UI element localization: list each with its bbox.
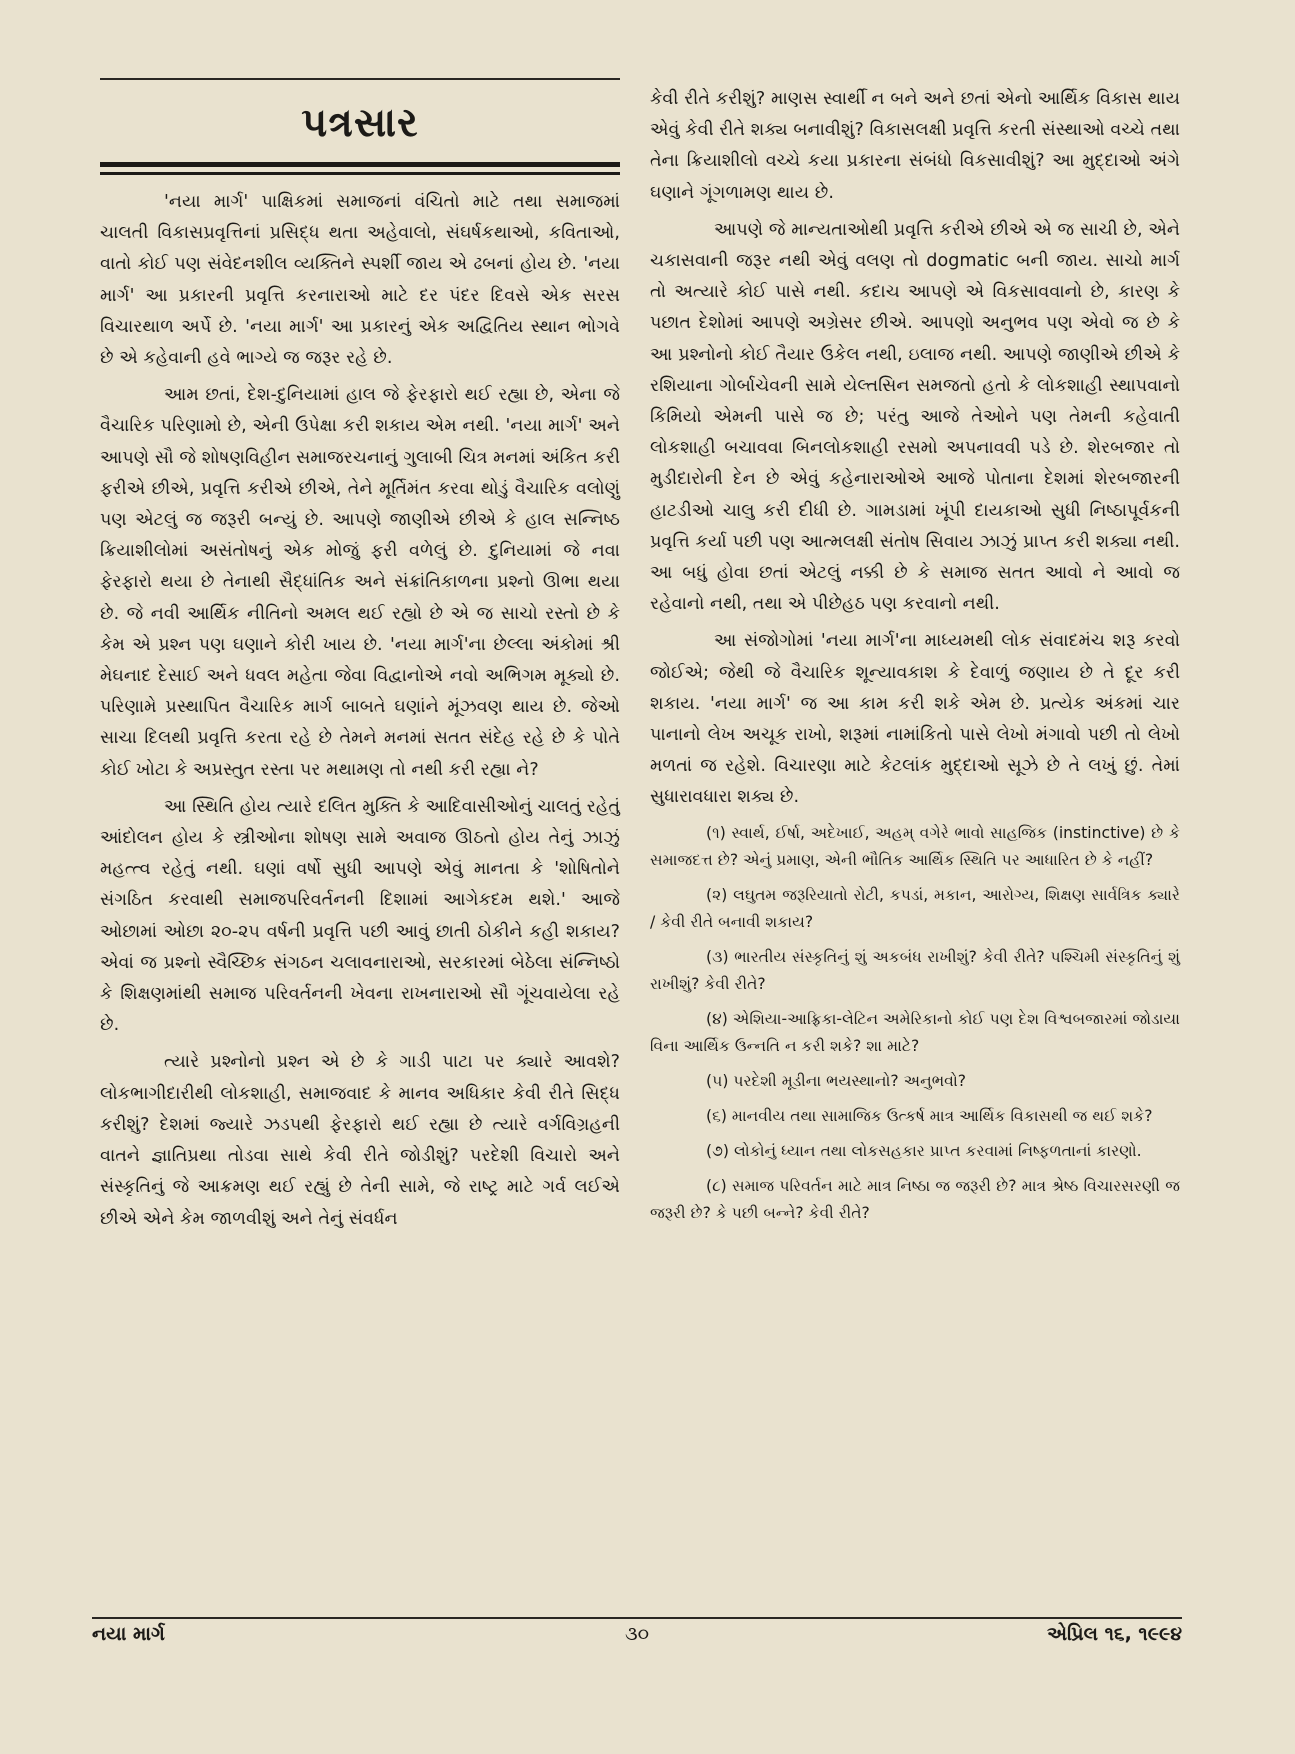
- question-item: (૫) પરદેશી મૂડીના ભયસ્થાનો? અનુભવો?: [706, 1071, 967, 1090]
- footer-magazine-name: નયા માર્ગ: [92, 1623, 165, 1645]
- question-item: (૮) સમાજ પરિવર્તન માટે માત્ર નિષ્ઠા જ જરૂરી છે? માત્ર શ્રેષ્ઠ વિચારસરણી જ જરૂરી છે? કે પછી બન્ને? કેવી રીતે?: [650, 1176, 1180, 1222]
- title-underline-second: [100, 172, 620, 175]
- body-paragraph: આમ છતાં, દેશ-દુનિયામાં હાલ જે ફેરફારો થઈ રહ્યા છે, એના જે વૈચારિક પરિણામો છે, એની ઉપેક્ષા કરી શકાય એમ નથી. 'નયા માર્ગ' અને આપણે સૌ જે શોષણવિહીન સમાજરચનાનું ગુલાબી ચિત્ર મનમાં અંકિત કરી ફરીએ છીએ, પ્રવૃત્તિ કરીએ છીએ, તેને મૂર્તિમંત કરવા થોડું વૈચારિક વલોણું પણ એટલું જ જરૂરી બન્યું છે. આપણે જાણીએ છીએ કે હાલ સન્નિષ્ઠ ક્રિયાશીલોમાં અસંતોષનું એક મોજું ફરી વળેલું છે. દુનિયામાં જે નવા ફેરફારો થયા છે તેનાથી સૈદ્ધાંતિક અને સંક્રાંતિકાળના પ્રશ્નો ઊભા થયા છે. જે નવી આર્થિક નીતિનો અમલ થઈ રહ્યો છે એ જ સાચો રસ્તો છે કે કેમ એ પ્રશ્ન પણ ઘણાને કોરી ખાય છે. 'નયા માર્ગ'ના છેલ્લા અંકોમાં શ્રી મેઘનાદ દેસાઈ અને ધવલ મહેતા જેવા વિદ્વાનોએ નવો અભિગમ મૂક્યો છે. પરિણામે પ્રસ્થાપિત વૈચારિક માર્ગ બાબતે ઘણાંને મૂંઝવણ થાય છે. જેઓ સાચા દિલથી પ્રવૃત્તિ કરતા રહે છે તેમને મનમાં સતત સંદેહ રહે છે કે પોતે કોઈ ખોટા કે અપ્રસ્તુત રસ્તા પર મથામણ તો નથી કરી રહ્યા ને?: [100, 385, 620, 780]
- question-item: (૬) માનવીય તથા સામાજિક ઉત્કર્ષ માત્ર આર્થિક વિકાસથી જ થઈ શકે?: [706, 1106, 1153, 1125]
- title-underline: [100, 162, 620, 167]
- question-item: (૨) લઘુતમ જરૂરિયાતો રોટી, કપડાં, મકાન, આરોગ્ય, શિક્ષણ સાર્વત્રિક ક્યારે / કેવી રીતે બનાવી શકાય?: [650, 885, 1180, 931]
- question-item: (૧) સ્વાર્થ, ઈર્ષા, અદેખાઈ, અહમ્ વગેરે ભાવો સાહજિક (instinctive) છે કે સમાજદત્ત છે? એનું પ્રમાણ, એની ભૌતિક આર્થિક સ્થિતિ પર આધારિત છે કે નહીં?: [650, 823, 1180, 869]
- body-paragraph: કેવી રીતે કરીશું? માણસ સ્વાર્થી ન બને અને છતાં એનો આર્થિક વિકાસ થાય એવું કેવી રીતે શક્ય બનાવીશું? વિકાસલક્ષી પ્રવૃત્તિ કરતી સંસ્થાઓ વચ્ચે તથા તેના ક્રિયાશીલો વચ્ચે કયા પ્રકારના સંબંધો વિકસાવીશું? આ મુદ્દાઓ અંગે ઘણાને ગૂંગળામણ થાય છે.: [650, 89, 1180, 203]
- body-paragraph: 'નયા માર્ગ' પાક્ષિકમાં સમાજનાં વંચિતો માટે તથા સમાજમાં ચાલતી વિકાસપ્રવૃત્તિનાં પ્રસિદ્ધ થતા અહેવાલો, સંઘર્ષકથાઓ, કવિતાઓ, વાતો કોઈ પણ સંવેદનશીલ વ્યક્તિને સ્પર્શી જાય એ ઢબનાં હોય છે. 'નયા માર્ગ' આ પ્રકારની પ્રવૃત્તિ કરનારાઓ માટે દર પંદર દિવસે એક સરસ વિચારથાળ અર્પે છે. 'નયા માર્ગ' આ પ્રકારનું એક અદ્વિતિય સ્થાન ભોગવે છે એ કહેવાની હવે ભાગ્યે જ જરૂર રહે છે.: [100, 192, 620, 369]
- section-title: પત્રસાર: [301, 100, 419, 146]
- body-paragraph: આ સ્થિતિ હોય ત્યારે દલિત મુક્તિ કે આદિવાસીઓનું ચાલતું રહેતું આંદોલન હોય કે સ્ત્રીઓના શોષણ સામે અવાજ ઊઠતો હોય તેનું ઝાઝું મહત્ત્વ રહેતું નથી. ઘણાં વર્ષો સુધી આપણે એવું માનતા કે 'શોષિતોને સંગઠિત કરવાથી સમાજપરિવર્તનની દિશામાં આગેકદમ થશે.' આજે ઓછામાં ઓછા ૨૦-૨૫ વર્ષની પ્રવૃત્તિ પછી આવું છાતી ઠોકીને કહી શકાય? એવાં જ પ્રશ્નો સ્વૈચ્છિક સંગઠન ચલાવનારાઓ, સરકારમાં બેઠેલા સંન્નિષ્ઠો કે શિક્ષણમાંથી સમાજ પરિવર્તનની ખેવના રાખનારાઓ સૌ ગૂંચવાયેલા રહે છે.: [100, 796, 620, 1036]
- body-paragraph: આપણે જે માન્યતાઓથી પ્રવૃત્તિ કરીએ છીએ એ જ સાચી છે, એને ચકાસવાની જરૂર નથી એવું વલણ તો dogmatic બની જાય. સાચો માર્ગ તો અત્યારે કોઈ પાસે નથી. કદાચ આપણે એ વિકસાવવાનો છે, કારણ કે પછાત દેશોમાં આપણે અગ્રેસર છીએ. આપણો અનુભવ પણ એવો જ છે કે આ પ્રશ્નોનો કોઈ તૈયાર ઉકેલ નથી, ઇલાજ નથી. આપણે જાણીએ છીએ કે રશિયાના ગોર્બાચેવની સામે યેલ્તસિન સમજતો હતો કે લોકશાહી સ્થાપવાનો કિમિયો એમની પાસે જ છે; પરંતુ આજે તેઓને પણ તેમની કહેવાતી લોકશાહી બચાવવા બિનલોકશાહી રસમો અપનાવવી પડે છે. શેરબજાર તો મુડીદારોની દેન છે એવું કહેનારાઓએ આજે પોતાના દેશમાં શેરબજારની હાટડીઓ ચાલુ કરી દીધી છે. ગામડામાં ખૂંપી દાયકાઓ સુધી નિષ્ઠાપૂર્વકની પ્રવૃત્તિ કર્યા પછી પણ આત્મલક્ષી સંતોષ સિવાય ઝાઝું પ્રાપ્ત કરી શક્યા નથી. આ બધું હોવા છતાં એટલું નક્કી છે કે સમાજ સતત આવો ને આવો જ રહેવાનો નથી, તથા એ પીછેહઠ પણ કરવાનો નથી.: [650, 219, 1180, 615]
- right-column: [650, 84, 1180, 1235]
- left-column: [100, 78, 620, 1241]
- body-paragraph: આ સંજોગોમાં 'નયા માર્ગ'ના માધ્યમથી લોક સંવાદમંચ શરૂ કરવો જોઈએ; જેથી જે વૈચારિક શૂન્યાવકાશ કે દેવાળું જણાય છે તે દૂર કરી શકાય. 'નયા માર્ગ' જ આ કામ કરી શકે એમ છે. પ્રત્યેક અંકમાં ચાર પાનાનો લેખ અચૂક રાખો, શરૂમાં નામાંકિતો પાસે લેખો મંગાવો પછી તો લેખો મળતાં જ રહેશે. વિચારણા માટે કેટલાંક મુદ્દાઓ સૂઝે છે તે લખું છું. તેમાં સુધારાવધારા શક્ય છે.: [650, 631, 1180, 808]
- page-footer: [92, 1623, 1182, 1653]
- footer-rule: [92, 1617, 1182, 1619]
- question-item: (૪) એશિયા-આફ્રિકા-લેટિન અમેરિકાનો કોઈ પણ દેશ વિશ્વબજારમાં જોડાયા વિના આર્થિક ઉન્નતિ ન કરી શકે? શા માટે?: [650, 1009, 1180, 1055]
- top-rule: [100, 78, 620, 80]
- question-item: (૩) ભારતીય સંસ્કૃતિનું શું અકબંધ રાખીશું? કેવી રીતે? પશ્ચિમી સંસ્કૃતિનું શું રાખીશું? કેવી રીતે?: [650, 947, 1180, 993]
- body-paragraph: ત્યારે પ્રશ્નોનો પ્રશ્ન એ છે કે ગાડી પાટા પર ક્યારે આવશે? લોકભાગીદારીથી લોકશાહી, સમાજવાદ કે માનવ અધિકાર કેવી રીતે સિદ્ધ કરીશું? દેશમાં જ્યારે ઝડપથી ફેરફારો થઈ રહ્યા છે ત્યારે વર્ગવિગ્રહની વાતને જ્ઞાતિપ્રથા તોડવા સાથે કેવી રીતે જોડીશું? પરદેશી વિચારો અને સંસ્કૃતિનું જે આક્રમણ થઈ રહ્યું છે તેની સામે, જે રાષ્ટ્ર માટે ગર્વ લઈએ છીએ એને કેમ જાળવીશું અને તેનું સંવર્ધન: [100, 1052, 620, 1229]
- footer-date: એપ્રિલ ૧૬, ૧૯૯૪: [1046, 1623, 1182, 1645]
- question-item: (૭) લોકોનું ધ્યાન તથા લોકસહકાર પ્રાપ્ત કરવામાં નિષ્ફળતાનાં કારણો.: [706, 1141, 1142, 1160]
- footer-page-number: ૩૦: [624, 1623, 650, 1645]
